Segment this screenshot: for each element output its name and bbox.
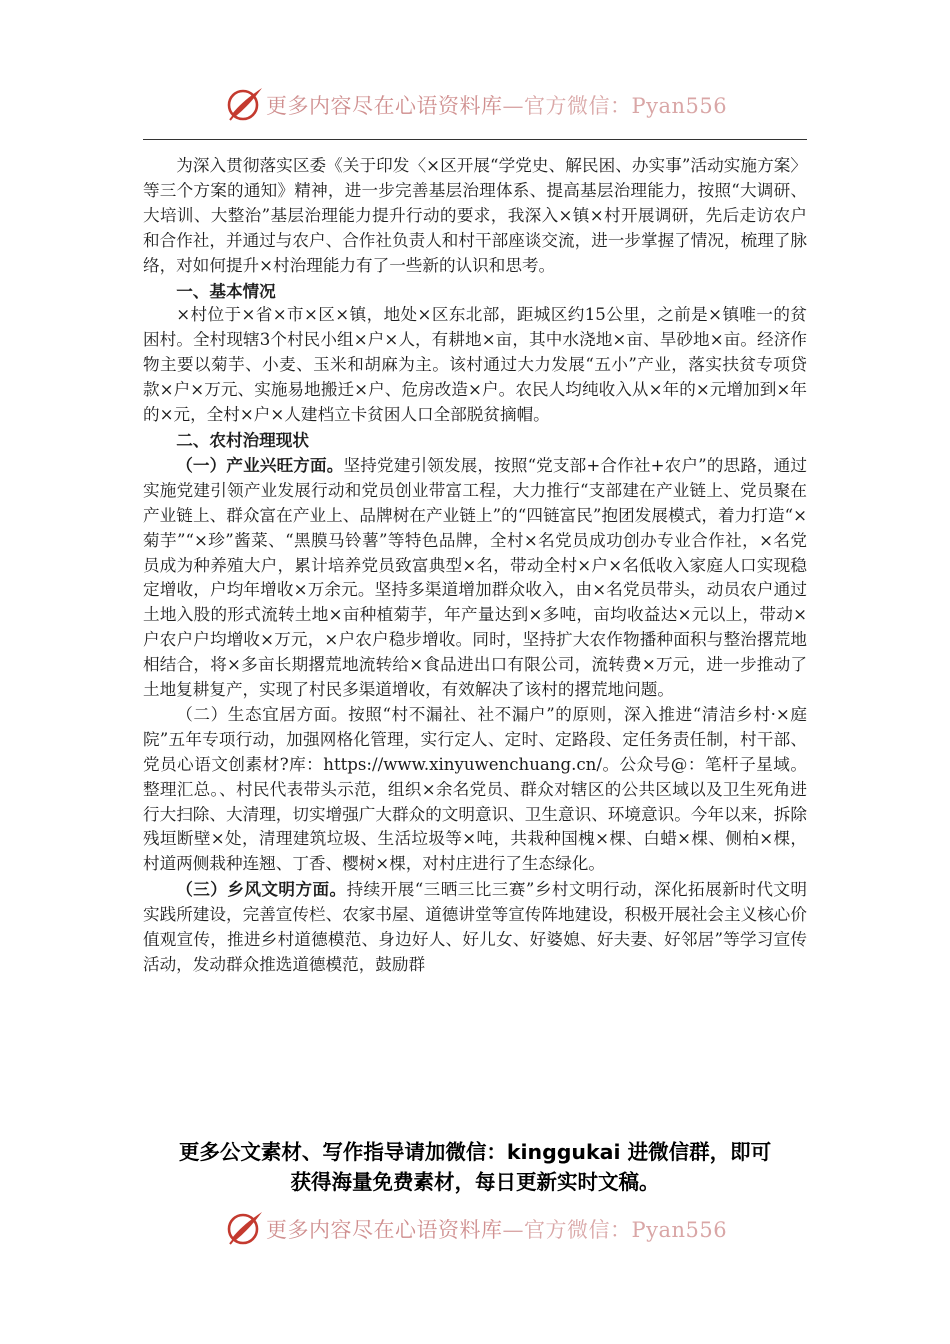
banner-brand: 更多内容尽在心语资料库 <box>266 1218 503 1242</box>
basic-info-paragraph: ×村位于×省×市×区×镇，地处×区东北部，距城区约15公里，之前是×镇唯一的贫困村。全村现辖3个村民小组×户×人，有耕地×亩，其中水浇地×亩、旱砂地×亩。经济作物主要以菊芋、小麦、玉米和胡麻为主。该村通过大力发展“五小”产业，落实扶贫专项贷款×户×万元、实施易地搬迁×户、危房改造×户。农民人均纯收入从×年的×元增加到×年的×元，全村×户×人建档立卡贫困人口全部脱贫摘帽。 <box>143 305 807 425</box>
industry-text: 坚持党建引领发展，按照“党支部+合作社+农户”的思路，通过实施党建引领产业发展行动和党员创业带富工程，大力推行“支部建在产业链上、党员聚在产业链上、群众富在产业上、品牌树在产业链上”的“四链富民”抱团发展模式，着力打造“×菊芋”“×珍”酱菜、“黑膜马铃薯”等特色品牌，全村×名党员成功创办专业合作社，×名党员成为种养殖大户，累计培养党员致富典型×名，带动全村×户×名低收入家庭人口实现稳定增收，户均年增收×万余元。坚持多渠道增加群众收入，由×名党员带头，动员农户通过土地入股的形式流转土地×亩种植菊芋，年产量达到×多吨，亩均收益达×元以上，带动×户农户户均增收×万元，×户农户稳步增收。同时，坚持扩大农作物播种面积与整治撂荒地相结合，将×多亩长期撂荒地流转给×食品进出口有限公司，流转费×万元，进一步推动了土地复耕复产，实现了村民多渠道增收，有效解决了该村的撂荒地问题。 <box>143 455 808 700</box>
banner-text <box>266 1214 727 1244</box>
banner-dash: — <box>502 94 524 118</box>
header-banner <box>226 82 746 126</box>
banner-brand: 更多内容尽在心语资料库 <box>266 94 503 118</box>
promo-notice <box>130 1137 820 1197</box>
ecology-subheading: （二）生态宜居方面。 <box>176 704 349 724</box>
banner-wechat-id: Pyan556 <box>631 94 728 118</box>
civility-paragraph <box>143 877 807 978</box>
civility-text: 持续开展“三晒三比三赛”乡村文明行动，深化拓展新时代文明实践所建设，完善宣传栏、农家书屋、道德讲堂等宣传阵地建设，积极开展社会主义核心价值观宣传，推进乡村道德模范、身边好人、好儿女、好婆媳、好夫妻、好邻居”等学习宣传活动，发动群众推选道德模范，鼓励群 <box>143 880 807 974</box>
section-heading-governance-status: 二、农村治理现状 <box>176 429 309 450</box>
banner-suffix: 官方微信： <box>524 94 632 118</box>
banner-suffix: 官方微信： <box>524 1218 632 1242</box>
civility-subheading: （三）乡风文明方面。 <box>176 879 347 900</box>
header-divider <box>143 139 807 140</box>
promo-line-1: 更多公文素材、写作指导请加微信：kinggukai 进微信群，即可 <box>178 1140 772 1164</box>
ecology-text: 按照“村不漏社、社不漏户”的原则，深入推进“清洁乡村·×庭院”五年专项行动，加强网格化管理，实行定人、定时、定路段、定任务责任制，村干部、党员心语文创素材?库：https://www.xinyuwenchuang.cn/。公众号@：笔杆子星域。整理汇总。、村民代表带头示范，组织×余名党员、群众对辖区的公共区域以及卫生死角进行大扫除、大清理，切实增强广大群众的文明意识、卫生意识、环境意识。今年以来，拆除残垣断壁×处，清理建筑垃圾、生活垃圾等×吨，共栽种国槐×棵、白蜡×棵、侧柏×棵，村道两侧栽种连翘、丁香、樱树×棵，对村庄进行了生态绿化。 <box>143 704 807 874</box>
banner-text <box>266 90 727 120</box>
industry-paragraph <box>143 453 807 703</box>
quill-pen-logo-icon <box>226 84 266 124</box>
intro-paragraph: 为深入贯彻落实区委《关于印发〈×区开展“学党史、解民困、办实事”活动实施方案〉等三个方案的通知》精神，进一步完善基层治理体系、提高基层治理能力，按照“大调研、大培训、大整治”基层治理能力提升行动的要求，我深入×镇×村开展调研，先后走访农户和合作社，并通过与农户、合作社负责人和村干部座谈交流，进一步掌握了情况，梳理了脉络，对如何提升×村治理能力有了一些新的认识和思考。 <box>143 156 807 275</box>
banner-wechat-id: Pyan556 <box>631 1218 728 1242</box>
footer-banner <box>226 1206 746 1250</box>
quill-pen-logo-icon <box>226 1208 266 1248</box>
banner-dash: — <box>502 1218 524 1242</box>
document-body <box>143 154 807 978</box>
industry-subheading: （一）产业兴旺方面。 <box>176 454 344 475</box>
section-heading-basic-info: 一、基本情况 <box>176 280 276 301</box>
promo-line-2: 获得海量免费素材，每日更新实时文稿。 <box>290 1170 660 1194</box>
ecology-paragraph <box>143 703 807 877</box>
